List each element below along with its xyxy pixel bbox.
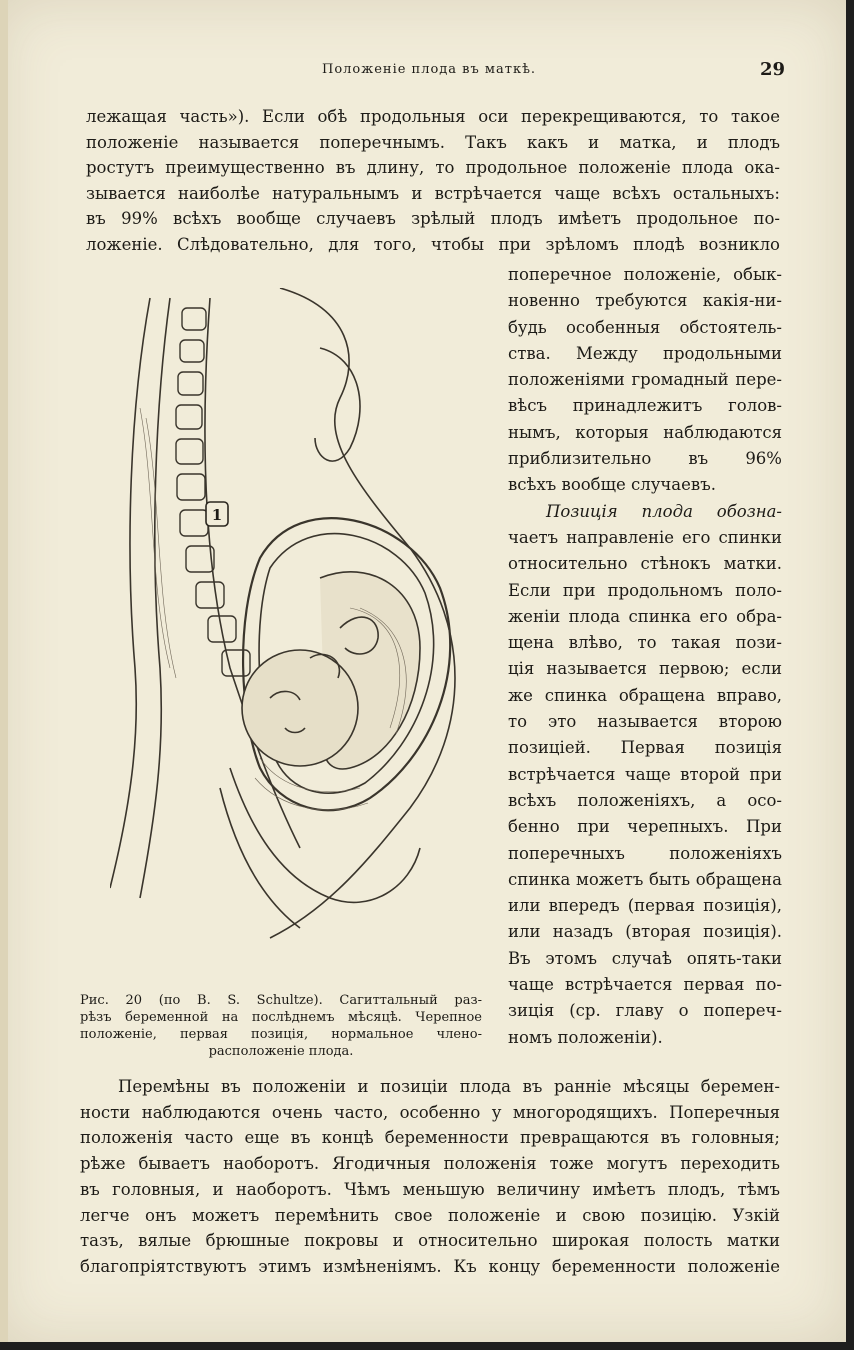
text-line: благопріятствуютъ этимъ измѣненіямъ. Къ концу беременности положеніе bbox=[80, 1256, 780, 1276]
text-line: ства. Между продольными bbox=[508, 343, 782, 363]
text-line: будь особенныя обстоятель- bbox=[508, 317, 782, 337]
text-line: встрѣчается чаще второй при bbox=[508, 764, 782, 784]
bottom-paragraph bbox=[80, 1074, 780, 1280]
text-line: новенно требуются какія-ни- bbox=[508, 291, 782, 311]
text-line: поперечное положеніе, обык- bbox=[508, 265, 782, 284]
text-line: чаетъ направленіе его спинки bbox=[508, 527, 782, 547]
text-line: поперечныхъ положеніяхъ bbox=[508, 843, 782, 863]
caption-line: Рис. 20 (по B. S. Schultze). Сагиттальный раз- bbox=[80, 993, 482, 1008]
running-header bbox=[0, 59, 846, 82]
text-line: зывается наиболѣе натуральнымъ и встрѣчается чаще всѣхъ остальныхъ: bbox=[86, 183, 780, 203]
text-line: положенія часто еще въ концѣ беременности превращаются въ головныя; bbox=[80, 1128, 780, 1148]
text-line: ности наблюдаются очень часто, особенно у многородящихъ. Поперечныя bbox=[80, 1102, 780, 1122]
text-line: же спинка обращена вправо, bbox=[508, 685, 782, 705]
text-line: нымъ, которыя наблюдаются bbox=[508, 422, 782, 442]
text-line: женіи плода спинка его обра- bbox=[508, 606, 782, 626]
text-line: лежащая часть»). Если обѣ продольныя оси перекрещиваются, то такое bbox=[86, 107, 780, 126]
text-line: ложеніе. Слѣдовательно, для того, чтобы при зрѣломъ плодѣ возникло bbox=[86, 234, 780, 254]
text-line: Въ этомъ случаѣ опять-таки bbox=[508, 948, 782, 968]
text-line: въ головныя, и наоборотъ. Чѣмъ меньшую величину имѣетъ плодъ, тѣмъ bbox=[80, 1179, 780, 1199]
text-line: или впередъ (первая позиція), bbox=[508, 896, 782, 916]
page-number: 29 bbox=[760, 59, 786, 80]
text-line: позиціей. Первая позиція bbox=[508, 738, 782, 758]
text-line: всѣхъ положеніяхъ, а осо- bbox=[508, 790, 782, 810]
text-line: рѣже бываетъ наоборотъ. Ягодичныя положенія тоже могутъ переходить bbox=[80, 1154, 780, 1174]
text-line: бенно при черепныхъ. При bbox=[508, 817, 782, 837]
text-line: ростутъ преимущественно въ длину, то продольное положеніе плода ока- bbox=[86, 158, 780, 178]
text-line: номъ положеніи). bbox=[508, 1027, 663, 1047]
text-line: зиція (ср. главу о попереч- bbox=[508, 1001, 782, 1021]
text-line: положеніями громадный пере- bbox=[508, 370, 782, 390]
caption-line: положеніе, первая позиція, нормальное члено- bbox=[80, 1027, 482, 1042]
caption-line: рѣзъ беременной на послѣднемъ мѣсяцѣ. Черепное bbox=[80, 1010, 482, 1025]
text-line: Если при продольномъ поло- bbox=[508, 580, 782, 600]
text-line: Позиція плода обозна- bbox=[546, 501, 782, 521]
right-column-text bbox=[508, 262, 782, 1051]
text-line: всѣхъ вообще случаевъ. bbox=[508, 475, 716, 495]
text-line: вѣсъ принадлежитъ голов- bbox=[508, 396, 782, 416]
caption-line: расположеніе плода. bbox=[208, 1044, 354, 1059]
top-paragraph bbox=[86, 104, 780, 258]
text-line: или назадъ (вторая позиція). bbox=[508, 922, 782, 942]
text-line: чаще встрѣчается первая по- bbox=[508, 975, 782, 995]
text-line: тазъ, вялые брюшные покровы и относительно широкая полость матки bbox=[80, 1231, 780, 1251]
header-title: Положеніе плода въ маткѣ. bbox=[322, 62, 537, 77]
text-line: то это называется второю bbox=[508, 712, 782, 732]
text-line: въ 99% всѣхъ вообще случаевъ зрѣлый плодъ имѣетъ продольное по- bbox=[86, 209, 780, 229]
figure-marker-label: 1 bbox=[211, 506, 223, 524]
page-edge bbox=[0, 0, 8, 1342]
text-line: положеніе называется поперечнымъ. Такъ какъ и матка, и плодъ bbox=[86, 132, 780, 152]
text-line: относительно стѣнокъ матки. bbox=[508, 554, 782, 574]
text-line: Перемѣны въ положеніи и позиціи плода въ ранніе мѣсяцы беремен- bbox=[118, 1077, 780, 1096]
text-line: приблизительно въ 96% bbox=[508, 449, 782, 469]
text-line: ція называется первою; если bbox=[508, 659, 782, 679]
text-line: щена влѣво, то такая пози- bbox=[508, 633, 782, 653]
sagittal-section-illustration bbox=[110, 288, 490, 948]
text-line: легче онъ можетъ перемѣнить свое положеніе и свою позицію. Узкій bbox=[80, 1205, 780, 1225]
text-line: спинка можетъ быть обращена bbox=[508, 869, 782, 889]
figure-caption bbox=[80, 992, 482, 1060]
